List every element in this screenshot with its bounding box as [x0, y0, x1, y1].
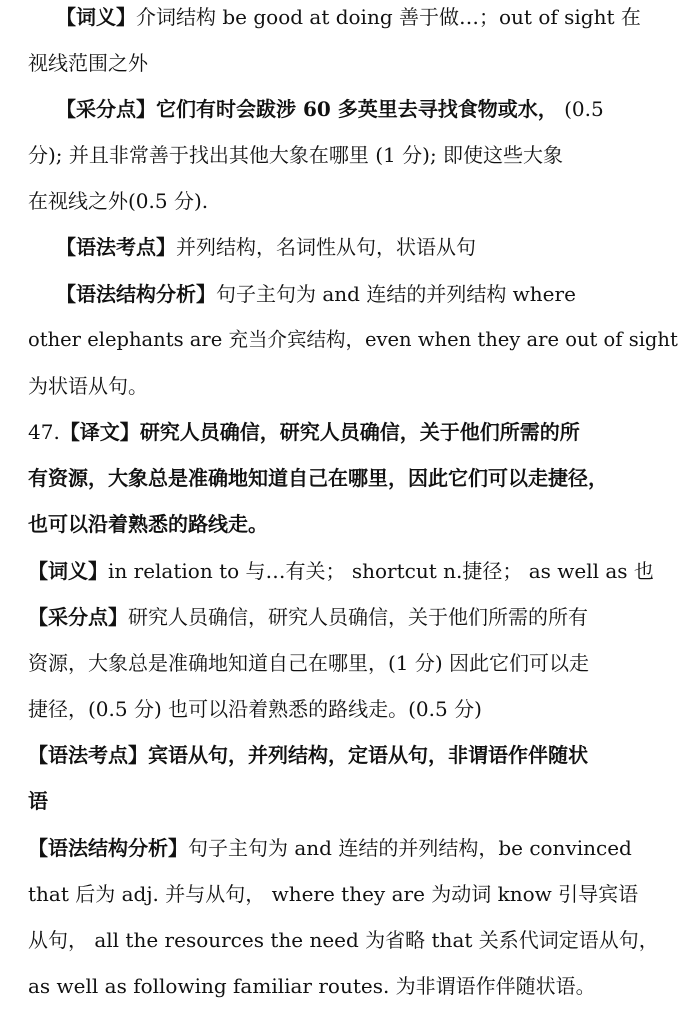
- line-fenxi-3: [28, 372, 148, 400]
- caifen-text-3: 在视线之外(0.5 分).: [28, 189, 209, 213]
- kaodian-47-text-1: 宾语从句，并列结构，定语从句，非谓语作伴随状: [148, 743, 588, 767]
- line-kaodian: [56, 233, 476, 261]
- ciyi-text-2: 视线范围之外: [28, 51, 148, 75]
- fenxi-text-2: other elephants are 充当介宾结构，even when they are out of sight: [28, 328, 678, 351]
- line-yiwen-1: [28, 418, 580, 446]
- label-fenxi: 【语法结构分析】: [56, 282, 216, 306]
- yiwen-text-1: 研究人员确信，研究人员确信，关于他们所需的所: [139, 420, 580, 444]
- item-number: 47.: [28, 420, 60, 444]
- line-caifen-2: [28, 141, 563, 169]
- ciyi-text-1: 介词结构 be good at doing 善于做…；out of sight 在: [136, 5, 641, 29]
- line-kaodian-47-1: [28, 741, 588, 769]
- line-ciyi-47: [28, 557, 654, 585]
- line-fenxi-47-3: [28, 926, 659, 954]
- line-kaodian-47-2: [28, 787, 48, 815]
- caifen-47-text-2: 资源，大象总是准确地知道自己在哪里，(1 分) 因此它们可以走: [28, 651, 590, 675]
- kaodian-47-text-2: 语: [28, 789, 48, 813]
- line-caifen-1: [56, 95, 604, 123]
- line-fenxi-1: [56, 280, 576, 308]
- line-yiwen-2: [28, 464, 608, 492]
- label-caifen: 【采分点】: [56, 97, 156, 121]
- fenxi-47-text-1: 句子主句为 and 连结的并列结构，be convinced: [188, 836, 632, 860]
- caifen-text-1: 它们有时会跋涉 60 多英里去寻找食物或水，: [156, 97, 558, 121]
- caifen-47-text-1: 研究人员确信，研究人员确信，关于他们所需的所有: [128, 605, 588, 629]
- label-fenxi-47: 【语法结构分析】: [28, 836, 188, 860]
- caifen-score-1: (0.5: [557, 97, 604, 121]
- kaodian-text: 并列结构，名词性从句，状语从句: [176, 235, 476, 259]
- line-caifen-47-2: [28, 649, 589, 677]
- yiwen-text-2: 有资源，大象总是准确地知道自己在哪里，因此它们可以走捷径，: [28, 466, 608, 490]
- line-caifen-47-1: [28, 603, 588, 631]
- line-fenxi-47-2: [28, 880, 638, 908]
- line-yiwen-3: [28, 510, 268, 538]
- ciyi-47-text: in relation to 与…有关； shortcut n.捷径； as well as 也: [108, 559, 654, 583]
- line-ciyi-1: [56, 3, 641, 31]
- line-ciyi-2: [28, 49, 148, 77]
- line-caifen-47-3: [28, 695, 482, 723]
- line-fenxi-2: [28, 326, 678, 354]
- label-yiwen: 【译文】: [59, 420, 140, 444]
- fenxi-47-text-2: that 后为 adj. 并与从句， where they are 为动词 know 引导宾语: [28, 882, 639, 906]
- label-caifen-47: 【采分点】: [28, 605, 128, 629]
- caifen-47-text-3: 捷径，(0.5 分) 也可以沿着熟悉的路线走。(0.5 分): [28, 697, 482, 721]
- label-ciyi-47: 【词义】: [28, 559, 108, 583]
- label-kaodian-47: 【语法考点】: [28, 743, 148, 767]
- yiwen-text-3: 也可以沿着熟悉的路线走。: [28, 512, 268, 536]
- fenxi-47-text-3: 从句， all the resources the need 为省略 that 关系代词定语从句，: [28, 928, 659, 952]
- fenxi-47-text-4: as well as following familiar routes. 为非谓语作伴随状语。: [28, 974, 596, 998]
- fenxi-text-1: 句子主句为 and 连结的并列结构 where: [216, 282, 576, 306]
- label-ciyi: 【词义】: [56, 5, 136, 29]
- fenxi-text-3: 为状语从句。: [28, 374, 148, 398]
- line-fenxi-47-1: [28, 834, 632, 862]
- caifen-text-2: 分); 并且非常善于找出其他大象在哪里 (1 分); 即使这些大象: [28, 143, 564, 167]
- label-kaodian: 【语法考点】: [56, 235, 176, 259]
- line-fenxi-47-4: [28, 972, 596, 1000]
- line-caifen-3: [28, 187, 208, 215]
